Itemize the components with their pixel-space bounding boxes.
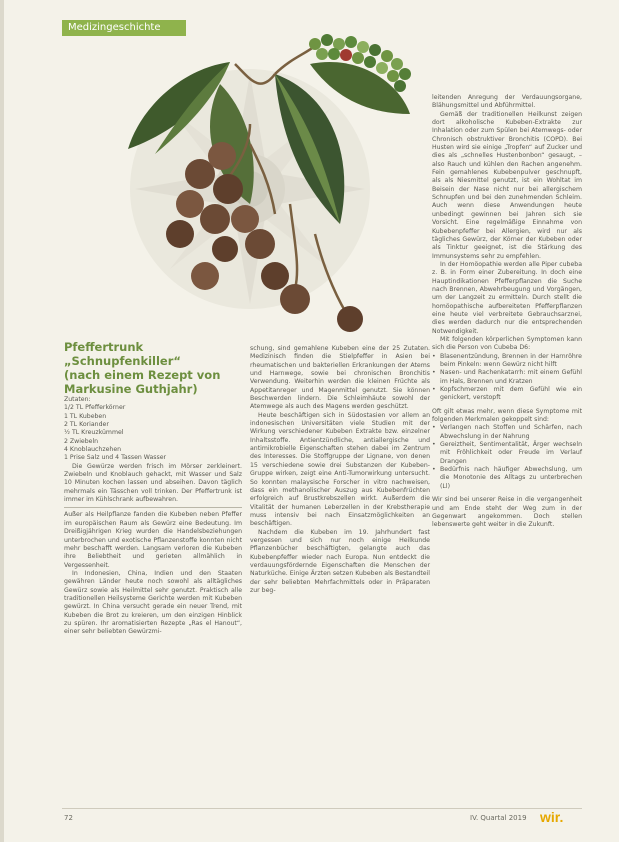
recipe-title-line2: (nach einem Rezept von — [64, 368, 221, 382]
ingredient-item: 4 Knoblauchzehen — [64, 446, 122, 454]
issue-label: IV. Quartal 2019 — [470, 814, 527, 822]
body-paragraph: Außer als Heilpflanze fanden die Kubeben neben Pfeffer im europäischen Raum als Gewürz eine Bedeutung. Im Dreißigjährigen Krieg wurden die Handelsbeziehungen unterbrochen und exotische Pflanzenstoffe konnten nicht mehr beschafft werden. Langsam verloren die Kubeben ihre Beliebtheit und gerieten allmählich in Vergessenheit. — [64, 511, 242, 569]
list-item: • Kopfschmerzen mit dem Gefühl wie ein genickert, verstopft — [432, 386, 582, 403]
list-item: • Verlangen nach Stoffen und Schärfen, nach Abwechslung in der Nahrung — [432, 424, 582, 441]
body-paragraph: Heute beschäftigen sich in Südostasien vor allem an indonesischen Universitäten viele Studien mit der Wirkung verschiedener Kubeben Extrakte bzw. einzelner Inhaltsstoffe. Antientzündliche, antiallergische und antimikrobielle Eigenschaften stehen dabei im Zentrum des Interesses. Die Stoffgruppe der Lignane, von denen 15 verschiedene sowie drei Substanzen der Kubeben-Gruppe wirken, zeigt eine Anti-Tumorwirkung untersucht. So konnten malaysische Forscher in vitro nachweisen, dass ein methanolischer Auszug aus Kubebenfrüchten erfolgreich auf Brustkrebszellen wirkt. Außerdem die Vitalität der humanen Leberzellen in der Krebstherapie muss intensiv bei nach Einsatzmöglichkeiten an beschäftigen. — [250, 411, 430, 528]
column-3 — [432, 94, 582, 530]
recipe-title-line1: Pfeffertrunk „Schnupfenkiller“ — [64, 340, 181, 368]
ingredient-item: 1 Prise Salz und 4 Tassen Wasser — [64, 454, 167, 462]
ingredient-item: 2 TL Koriander — [64, 421, 109, 429]
ingredient-item: 1 TL Kubeben — [64, 412, 107, 420]
recipe-title — [64, 340, 254, 396]
ingredient-item: 2 Zwiebeln — [64, 437, 99, 445]
list-item: • Gereiztheit, Sentimentalität, Ärger wechseln mit Fröhlichkeit oder Freude im Verlauf Drangen — [432, 441, 582, 466]
body-paragraph: In der Homöopathie werden alle Piper cubeba z. B. in Form einer Zubereitung. In doch eine Hauptindikationen Pfefferpflanzen die Suche nach Brennen, Abwehrbeugung und Vorgängen, um der Langzeit zu ermitteln. Durch stellt die homöopathische aufbereiteten Pfefferpflanzen eine heute viel verbreitete Gebrauchsarznei, dies werden dadurch nur die entsprechenden Notwendigkeit. — [432, 260, 582, 335]
column-2 — [250, 345, 430, 595]
page-edge — [0, 0, 4, 842]
ingredient-list — [64, 404, 242, 462]
recipe-intro: Zutaten: — [64, 396, 91, 403]
ingredient-item: ½ TL Kreuzkümmel — [64, 429, 124, 437]
column-1 — [64, 396, 242, 637]
list-item: • Bedürfnis nach häufiger Abwechslung, um die Monotonie des Alltags zu unterbrechen (Ll) — [432, 466, 582, 491]
body-paragraph: leitenden Anregung der Verdauungsorgane, Blähungsmittel und Abführmittel. — [432, 94, 582, 110]
body-paragraph: Oft gilt etwas mehr, wenn diese Symptome mit folgenden Merkmalen gekoppelt sind: — [432, 407, 582, 424]
ingredient-item: 1/2 TL Pfefferkörner — [64, 404, 126, 412]
feature-list — [432, 424, 582, 491]
recipe-divider — [64, 507, 242, 508]
wir-logo: wir. — [540, 809, 564, 825]
recipe-title-line3: Markusine Guthjahr) — [64, 382, 198, 396]
recipe-instructions: Die Gewürze werden frisch im Mörser zerkleinert. Zwiebeln und Knoblauch gehackt, mit Wasser und Salz 10 Minuten kochen lassen und abseihen. Davon täglich mehrmals ein Tässchen voll trinken. Der Pfeffertrunk ist immer im Kühlschrank aufbewahren. — [64, 462, 242, 504]
body-paragraph: schung, sind gemahlene Kubeben eine der 25 Zutaten. Medizinisch finden die Stielpfeffer in Asien bei rheumatischen und bakteriellen Erkrankungen der Atems und Harnwege, sowie bei chronischen Bronchitis Verwendung. Weiterhin werden die kleinen Früchte als Appetitanreger und Magenmittel genutzt. Sie können Beschwerden lindern. Die Schleimhäute sowohl der Atemwege als auch des Magens werden geschützt. — [250, 345, 430, 411]
list-item: • Nasen- und Rachenkatarrh: mit einem Gefühl im Hals, Brennen und Kratzen — [432, 369, 582, 386]
body-paragraph: Gemäß der traditionellen Heilkunst zeigen dort alkoholische Kubeben-Extrakte zur Inhalation oder zum Spülen bei Atemwegs- oder Chronisch obstruktiver Bronchitis (COPD). Bei Husten wird sie einige „Tropfen“ auf Zucker und dies als „schnelles Hustenbonbon“ gesaugt, – also Rauch und kühlen den Rachen angenehm. Fein gemahlenes Kubebenpulver geschnupft, als als Niesmittel genutzt, ist ein Wohltat im Beisein der Nase nicht nur bei allergischem Schnupfen und bei den zunehmenden Schleim. Auch wenn diese Anwendungen heute unbedingt gewinnen bei Jahren sich sie Vorsicht. Eine regelmäßige Einnahme von Kubebenpfeffer bei Allergien, wird nur als tägliches Gewürz, der Körner der Kubeben oder als Tinktur geeignet, ist die Stärkung des Immunsystems sehr zu empfehlen. — [432, 110, 582, 260]
list-item: • Blasenentzündung, Brennen in der Harnröhre beim Pinkeln: wenn Gewürz nicht hilft — [432, 353, 582, 370]
kubeben-illustration — [100, 14, 420, 344]
body-paragraph: Nachdem die Kubeben im 19. Jahrhundert fast vergessen und sich nur noch einige Heilkunde Pflanzenbücher beschäftigten, gelangte auch das Kubebenpfeffer wieder nach Europa. Nun entdeckt die verdauungsfördernde Eigenschaften die Menschen der Naturküche. Einige Ärzten setzen Kubeben als Bestandteil der sehr beliebten Mehrfachmittels oder in Präparaten zur beg- — [250, 528, 430, 594]
body-paragraph: In Indonesien, China, Indien und den Staaten gewähren Länder heute noch sowohl als alltägliches Gewürz sowie als Heilmittel sehr genutzt. Praktisch alle traditionellen Heilsysteme Gerichte werden mit Kubeben gewürzt. In China versucht gerade ein neuer Trend, mit Kubeben die Brot zu kreieren, um den einzigen Hinblick zu spüren. Ihr aromatisierten Rezepte „Ras el Hanout“, einer sehr beliebten Gewürzmi- — [64, 569, 242, 636]
symptom-list — [432, 353, 582, 403]
section-banner: Medizingeschichte — [62, 20, 186, 36]
footer-rule — [62, 808, 582, 809]
page-number: 72 — [64, 814, 73, 822]
body-paragraph: Wir sind bei unserer Reise in die vergangenheit und am Ende steht der Weg zum in der Gegenwart angekommen. Doch stellen lebenswerte geht weiter in die Zukunft. — [432, 496, 582, 529]
body-paragraph: Mit folgenden körperlichen Symptomen kann sich die Person von Cubeba D6: — [432, 335, 582, 352]
